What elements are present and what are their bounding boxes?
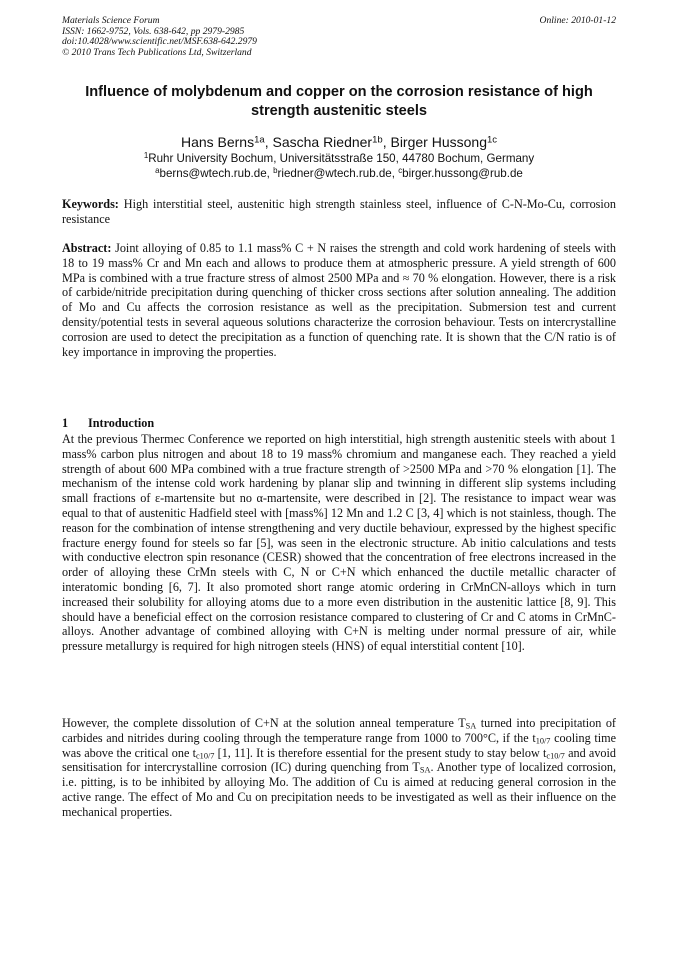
affiliation-sup: 1 bbox=[143, 151, 149, 161]
author-sup: 1b bbox=[372, 134, 383, 146]
subscript: SA bbox=[419, 766, 431, 776]
text-run: cooling time was above the critical one t bbox=[62, 730, 616, 760]
email-address[interactable]: berns@wtech.rub.de bbox=[159, 167, 267, 180]
text-run: . Another type of localized corrosion, i.e. pitting, is to be inhibited by alloying Mo. The addition of Cu is aimed at reducing general corrosion in the active range. The effect of Mo and Cu on precipitation needs to be investigated as well as their influence on the mechanical properties. bbox=[62, 760, 616, 819]
text-run: However, the complete dissolution of C+N at the solution anneal temperature T bbox=[62, 716, 466, 730]
abstract-paragraph bbox=[62, 241, 616, 359]
email-address[interactable]: birger.hussong@rub.de bbox=[402, 167, 523, 180]
subscript: SA bbox=[465, 721, 477, 731]
introduction-paragraph-1: At the previous Thermec Conference we reported on high interstitial, high strength austenitic steels with about 1 mass% carbon plus nitrogen and about 18 to 19 mass% chromium and manganese each. They reached a yield strength of about 600 MPa combined with a true fracture strength of >2500 MPa and >70 % elongation [1]. The mechanism of the intense cold work hardening by planar slip and twinning in different slip systems including small fractions of ε-martensite but no α-martensite, were described in [2]. The resistance to impact wear was equal to that of austenitic Hadfield steel with [mass%] 12 Mn and 1.2 C [3, 4] which is not stainless, though. The reason for the combination of intense strengthening and very ductile behaviour, expressed by the highest specific fracture energy found for steels so far [5], was seen in the electronic structure. Ab initio calculations and tests with conductive electron spin resonance (CESR) showed that the concentration of free electrons increased in the order of alloying these CrMn steels with C, N or C+N which enhanced the ductile metallic character of interatomic bonding [6, 7]. It also promoted short range atomic ordering in CrMnCN-alloys which in turn increased their solubility for alloying atoms due to a more even distribution in the austenitic lattice [8, 9]. This should have a beneficial effect on the corrosion resistance compared to clustering of Cr and C atoms in CrMnC-alloys. Another advantage of combined alloying with C+N is melting under normal pressure of air, while pressure metallurgy is required for high nitrogen steels (HNS) of equal interstitial content [10]. bbox=[62, 432, 616, 654]
text-run: turned into precipitation of carbides and nitrides during cooling through the temperature range from 1000 to 700°C, if the t bbox=[62, 716, 616, 745]
paper-title: Influence of molybdenum and copper on the corrosion resistance of high strength austenitic steels bbox=[85, 84, 593, 119]
subscript: 10/7 bbox=[535, 736, 551, 746]
keywords-label: Keywords: bbox=[62, 197, 119, 211]
author-list: Hans Berns$^{1a}$, Sascha Riedner$^{1b}$, Birger Hussong$^{1c}$ bbox=[180, 134, 498, 150]
online-date: Online: 2010-01-12 bbox=[539, 15, 616, 26]
author-name: Hans Berns bbox=[180, 134, 255, 150]
section-number: 1 bbox=[62, 416, 69, 430]
email-sup: b bbox=[273, 166, 278, 176]
introduction-paragraph-2 bbox=[62, 716, 616, 820]
author-sup: 1c bbox=[486, 134, 498, 146]
copyright-line: © 2010 Trans Tech Publications Ltd, Switzerland bbox=[62, 46, 252, 58]
section-title: Introduction bbox=[88, 416, 155, 430]
email-sup: c bbox=[398, 166, 403, 176]
abstract-label: Abstract: bbox=[62, 241, 112, 255]
author-sup: 1a bbox=[254, 134, 265, 146]
subscript: c10/7 bbox=[196, 751, 215, 761]
journal-name: Materials Science Forum bbox=[62, 15, 160, 26]
doi-line: doi:10.4028/www.scientific.net/MSF.638-642.2979 bbox=[62, 36, 257, 48]
affiliation bbox=[62, 151, 616, 166]
journal-header bbox=[62, 16, 616, 58]
email-address[interactable]: riedner@wtech.rub.de bbox=[277, 167, 392, 180]
email-list: $^a$berns@wtech.rub.de, $^b$riedner@wtech.rub.de, $^c$birger.hussong@rub.de bbox=[155, 166, 523, 180]
section-heading-introduction bbox=[62, 416, 154, 431]
subscript: c10/7 bbox=[546, 751, 565, 761]
abstract-text: Joint alloying of 0.85 to 1.1 mass% C + N raises the strength and cold work hardening of steels with 18 to 19 mass% Cr and Mn each and allows to produce them at atmospheric pressure. A yield strength of 600 MPa is combined with a true fracture stress of almost 2500 MPa and ≈ 70 % elongation. However, there is a risk of carbide/nitride precipitation during quenching of thicker cross sections after solution annealing. The addition of Mo and Cu affects the corrosion resistance as well as the precipitation. Submersion test and current density/potential tests in several aqueous solutions characterize the corrosion behaviour. Tests on intercrystalline corrosion are used to detect the precipitation as a function of quenching rate. It is shown that the C/N ratio is of key importance in improving the properties. bbox=[62, 241, 616, 359]
text-run: and avoid sensitisation for intercrystalline corrosion (IC) during quenching from T bbox=[62, 745, 616, 775]
affiliation-text: Ruhr University Bochum, Universitätsstraße 150, 44780 Bochum, Germany bbox=[148, 152, 535, 165]
keywords-text: High interstitial steel, austenitic high strength stainless steel, influence of C-N-Mo-Cu, corrosion resistance bbox=[62, 197, 616, 226]
text-run: [1, 11]. It is therefore essential for the present study to stay below t bbox=[214, 745, 547, 760]
author-name: Sascha Riedner bbox=[272, 134, 373, 150]
keywords-paragraph bbox=[62, 197, 616, 227]
issn-line: ISSN: 1662-9752, Vols. 638-642, pp 2979-2985 bbox=[62, 25, 245, 37]
email-sup: a bbox=[155, 166, 160, 176]
author-name: Birger Hussong bbox=[390, 134, 487, 150]
